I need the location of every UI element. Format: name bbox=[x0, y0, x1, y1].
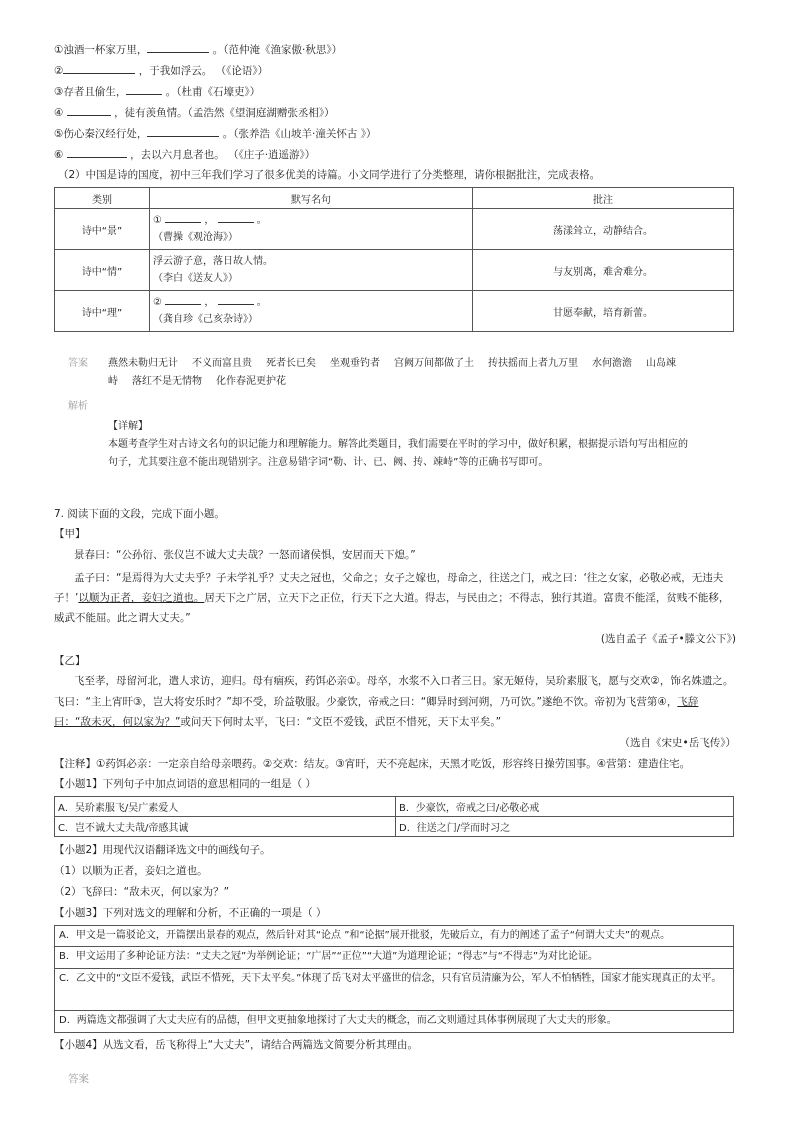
row-note: 与友别离，难舍难分。 bbox=[473, 250, 734, 291]
sub-question-4: 【小题4】从选文看，岳飞称得上“大丈夫”，请结合两篇选文简要分析其理由。 bbox=[54, 1039, 419, 1051]
q6-line-3: ③存者且偷生， 。（杜甫《石壕吏》） bbox=[54, 86, 261, 98]
yi-source: （选自《宋史•岳飞传》） bbox=[619, 737, 736, 749]
notes: 【注释】①药饵必亲：一定亲自给母亲喂药。②交欢：结友。③宵旰，天不亮起床，天黑才吃饭，形容终日操劳国事。④营第：建造住宅。 bbox=[54, 758, 691, 770]
answer-blank[interactable] bbox=[165, 294, 201, 305]
jia-paragraph-1: 景春曰：“公孙衍、张仪岂不诚大丈夫哉？一怒而诸侯惧，安居而天下熄。” bbox=[74, 549, 416, 561]
q6-line-1: ①浊酒一杯家万里， 。（范仲淹《渔家傲·秋思》） bbox=[54, 44, 343, 56]
header-lines: 默写名句 bbox=[150, 188, 473, 209]
detail-text-1: 本题考查学生对古诗文名句的识记能力和理解能力。解答此类题目，我们需要在平时的学习中，做好积累，根据提示语句写出相应的 bbox=[108, 439, 688, 450]
row-category: 诗中“情” bbox=[55, 250, 150, 291]
sub-question-3: 【小题3】下列对选文的理解和分析，不正确的一项是（ ） bbox=[54, 907, 327, 919]
option-a[interactable]: A．吴玠素服飞/吴广素爱人 bbox=[55, 797, 396, 817]
jia-paragraph-2a: 孟子曰：“是焉得为大丈夫乎？子未学礼乎？丈夫之冠也，父命之；女子之嫁也，母命之，往送之门，戒之曰：‘往之女家，必敬必戒，无违夫 bbox=[74, 572, 724, 584]
option-b[interactable]: B．少豪饮，帝戒之曰/必敬必戒 bbox=[396, 797, 734, 817]
row-category: 诗中“景” bbox=[55, 209, 150, 250]
underlined-sentence-2b: 曰：“敌未灭，何以家为？” bbox=[54, 716, 181, 728]
yi-paragraph-1: 飞至孝，母留河北，遣人求访，迎归。母有痼疾，药饵必亲①。母卒，水浆不入口者三日。家无姬侍，吴玠素服飞，愿与交欢②，饰名姝遗之。 bbox=[74, 675, 734, 687]
yi-paragraph-2: 飞曰：“主上宵旰③，岂大将安乐时？”却不受，玠益敬服。少豪饮，帝戒之曰：“卿异时到河朔，乃可饮。”遂绝不饮。帝初为飞营第④，飞辞 bbox=[54, 696, 699, 708]
header-category: 类别 bbox=[55, 188, 150, 209]
answer-blank[interactable] bbox=[126, 84, 162, 95]
answer-blank[interactable] bbox=[67, 105, 111, 116]
sub-question-2: 【小题2】用现代汉语翻译选文中的画线句子。 bbox=[54, 844, 271, 856]
q7-title: 7. 阅读下面的文段，完成下面小题。 bbox=[54, 508, 225, 520]
poem-table: 类别 默写名句 批注 诗中“景” ① ， 。 （曹操《观沧海》） 荡漾耸立，动静结合。 诗中“情” 浮云游子意，落日故人情。 （李白《送友人》） 与友别离，难舍难分。 诗中“理” ② ， 。 （龚自珍《己亥杂诗》） 甘愿奉献，培育新蕾。 bbox=[54, 187, 734, 332]
answer-blank[interactable] bbox=[218, 294, 254, 305]
header-note: 批注 bbox=[473, 188, 734, 209]
q6-line-2: ② ，于我如浮云。 （《论语》） bbox=[54, 65, 269, 77]
answer-blank[interactable] bbox=[165, 212, 201, 223]
analysis-label: 解析 bbox=[68, 401, 88, 412]
sub3-option-d[interactable]: D．两篇选文都强调了大丈夫应有的品德，但甲文更抽象地探讨了大丈夫的概念，而乙文则通过具体事例展现了大丈夫的形象。 bbox=[54, 1011, 734, 1033]
q6-line-5: ⑤伤心秦汉经行处， 。（张养浩《山坡羊·潼关怀古 》） bbox=[54, 128, 377, 140]
answer-label-2: 答案 bbox=[68, 1073, 89, 1085]
row-note: 荡漾耸立，动静结合。 bbox=[473, 209, 734, 250]
row-category: 诗中“理” bbox=[55, 291, 150, 332]
jia-label: 【甲】 bbox=[54, 528, 86, 540]
row-note: 甘愿奉献，培育新蕾。 bbox=[473, 291, 734, 332]
answer-row-1: 燕然未勒归无计 不义而富且贵 死者长已矣 坐观垂钓者 宫阙万间都做了土 抟扶摇而上者九万里 水何澹澹 山岛竦 bbox=[108, 358, 676, 369]
jia-paragraph-2c: 威武不能屈。此之谓大丈夫。” bbox=[54, 612, 191, 624]
sub2-item-2: （2）飞辞曰：“敌未灭，何以家为？” bbox=[54, 886, 230, 898]
q6-line-4: ④ ，徒有羡鱼情。（孟浩然《望洞庭湖赠张丞相》） bbox=[54, 107, 335, 119]
answer-row-2: 峙 落红不是无情物 化作春泥更护花 bbox=[108, 376, 286, 387]
yi-paragraph-3: 曰：“敌未灭，何以家为？”或问天下何时太平，飞曰：“文臣不爱钱，武臣不惜死，天下太平矣。” bbox=[54, 716, 502, 728]
jia-paragraph-2b: 子！’以顺为正者，妾妇之道也。居天下之广居，立天下之正位，行天下之大道。得志，与民由之；不得志，独行其道。富贵不能淫，贫贱不能移， bbox=[54, 592, 730, 604]
sub1-options-table bbox=[54, 796, 734, 837]
q6-part2: （2）中国是诗的国度，初中三年我们学习了很多优美的诗篇。小文同学进行了分类整理，请你根据批注，完成表格。 bbox=[58, 169, 601, 181]
option-c[interactable]: C．岂不诚大丈夫哉/帝感其诚 bbox=[55, 817, 396, 837]
jia-source: (选自孟子《孟子•滕文公下》) bbox=[600, 633, 736, 645]
q6-line-6: ⑥ ，去以六月息者也。 （《庄子·逍遥游》） bbox=[54, 149, 316, 161]
sub3-option-a[interactable]: A．甲文是一篇驳论文，开篇摆出景春的观点，然后针对其“论点 ”和“论据”展开批驳，先破后立，有力的阐述了孟子“何谓大丈夫”的观点。 bbox=[54, 925, 734, 947]
answer-label: 答案 bbox=[68, 358, 88, 369]
sub-question-1: 【小题1】下列句子中加点词语的意思相同的一组是（ ） bbox=[54, 778, 317, 790]
detail-text-2: 句子，尤其要注意不能出现错别字。注意易错字词“勒、计、已、阙、抟、竦峙”等的正确书写即可。 bbox=[108, 457, 549, 468]
detail-title: 【详解】 bbox=[108, 421, 148, 432]
sub3-option-b[interactable]: B．甲文运用了多种论证方法：“丈夫之冠”为举例论证；“广居”“正位”“大道”为道理论证；“得志”与“不得志”为对比论证。 bbox=[54, 947, 734, 969]
underlined-sentence-2a: 飞辞 bbox=[677, 696, 699, 708]
underlined-sentence-1: 以顺为正者，妾妇之道也。 bbox=[78, 592, 205, 604]
answer-blank[interactable] bbox=[147, 42, 209, 53]
option-d[interactable]: D．往送之门/学而时习之 bbox=[396, 817, 734, 837]
answer-blank[interactable] bbox=[67, 147, 127, 158]
yi-label: 【乙】 bbox=[54, 655, 86, 667]
sub3-option-c[interactable]: C．乙文中的“文臣不爱钱，武臣不惜死，天下太平矣。”体现了岳飞对太平盛世的信念，只有官员清廉为公，军人不怕牺牲，国家才能实现真正的太平。 bbox=[54, 969, 734, 1011]
answer-blank[interactable] bbox=[63, 63, 135, 74]
answer-blank[interactable] bbox=[218, 212, 254, 223]
answer-blank[interactable] bbox=[147, 126, 219, 137]
sub2-item-1: （1）以顺为正者，妾妇之道也。 bbox=[54, 865, 208, 877]
